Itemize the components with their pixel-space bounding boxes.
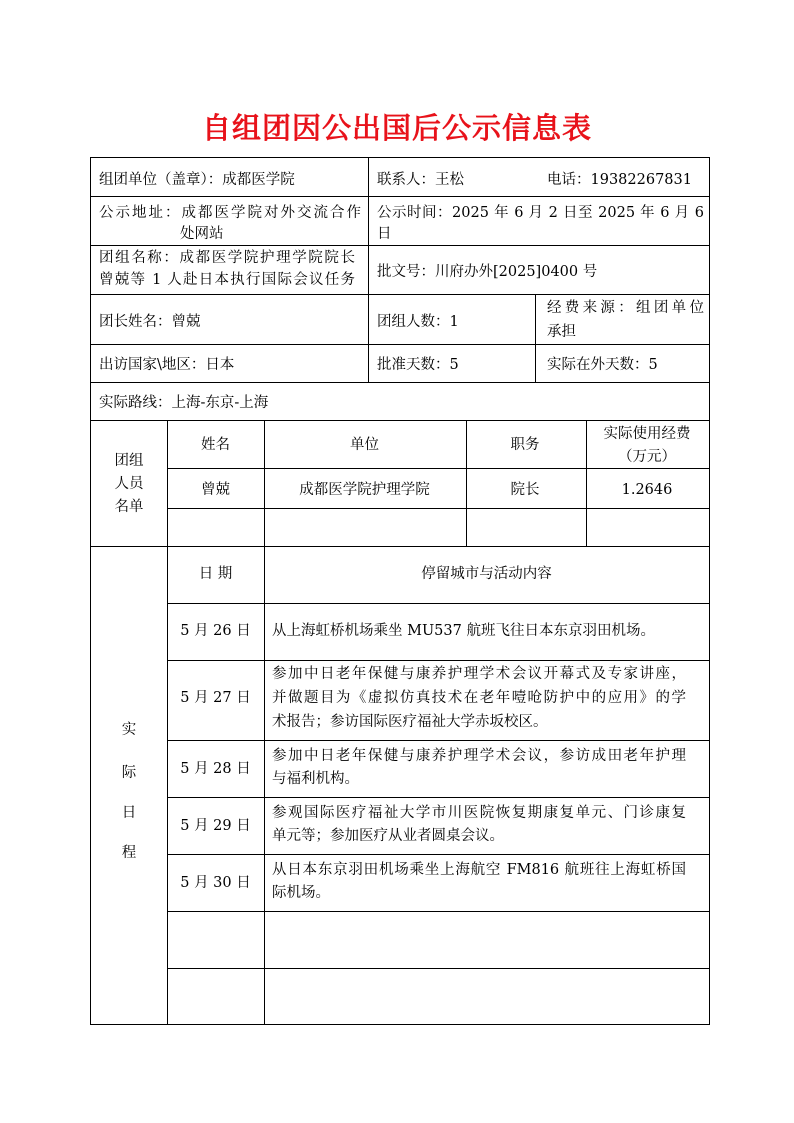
members-header-expense: 实际使用经费 — [603, 426, 691, 442]
schedule-date: 5 月 28 日 — [180, 761, 251, 777]
notice-period-line-1: 公示时间：2025 年 6 月 2 日至 2025 年 6 月 6 — [377, 205, 704, 221]
schedule-activity-line: 单元等；参加医疗从业者圆桌会议。 — [272, 828, 504, 844]
schedule-activity-line: 参加中日老年保健与康养护理学术会议，参访成田老年护理 — [272, 748, 686, 764]
schedule-date: 5 月 30 日 — [180, 875, 251, 891]
schedule-date: 5 月 26 日 — [180, 623, 251, 639]
actual-route: 实际路线：上海-东京-上海 — [99, 395, 269, 411]
schedule-activity-line: 参加中日老年保健与康养护理学术会议开幕式及专家讲座， — [272, 666, 686, 682]
approval-number: 批文号：川府办外[2025]0400 号 — [377, 264, 598, 280]
members-header-name: 姓名 — [201, 437, 230, 453]
approved-days: 批准天数：5 — [377, 357, 459, 373]
member-expense: 1.2646 — [621, 482, 673, 498]
actual-days: 实际在外天数：5 — [547, 357, 658, 373]
schedule-activity-line: 与福利机构。 — [272, 771, 359, 787]
organizing-unit: 组团单位（盖章）：成都医学院 — [99, 172, 295, 188]
schedule-activity-line: 从上海虹桥机场乘坐 MU537 航班飞往日本东京羽田机场。 — [272, 623, 655, 639]
notice-address-line-2: 处网站 — [180, 226, 224, 242]
schedule-header-date: 日 期 — [198, 566, 233, 582]
notice-period-line-2: 日 — [377, 226, 392, 242]
group-size: 团组人数：1 — [377, 314, 459, 330]
schedule-activity-line: 术报告；参访国际医疗福祉大学赤坂校区。 — [272, 714, 548, 730]
schedule-activity-line: 际机场。 — [272, 885, 330, 901]
schedule-date: 5 月 27 日 — [180, 690, 251, 706]
schedule-date: 5 月 29 日 — [180, 818, 251, 834]
schedule-activity-line: 从日本东京羽田机场乘坐上海航空 FM816 航班往上海虹桥国 — [272, 862, 686, 878]
members-label-1: 团组 — [114, 453, 144, 469]
group-name-line-2: 曾兢等 1 人赴日本执行国际会议任务 — [99, 272, 355, 288]
funding-source-line-2: 承担 — [547, 324, 576, 340]
members-header-unit: 单位 — [350, 437, 379, 453]
schedule-label-2: 际 — [121, 765, 137, 781]
schedule-label-4: 程 — [121, 845, 137, 861]
schedule-label-3: 日 — [121, 805, 137, 821]
page-title: 自组团因公出国后公示信息表 — [201, 111, 592, 145]
schedule-label-1: 实 — [121, 722, 137, 738]
member-name: 曾兢 — [201, 482, 230, 498]
funding-source-line-1: 经费来源：组团单位 — [547, 300, 704, 316]
contact-phone: 电话：19382267831 — [547, 172, 692, 188]
member-position: 院长 — [510, 482, 540, 498]
group-name-line-1: 团组名称：成都医学院护理学院院长 — [99, 250, 355, 266]
notice-address-line-1: 公示地址：成都医学院对外交流合作 — [99, 205, 361, 221]
member-unit: 成都医学院护理学院 — [299, 482, 430, 498]
members-header-expense-unit: （万元） — [618, 449, 676, 465]
schedule-activity-line: 参观国际医疗福祉大学市川医院恢复期康复单元、门诊康复 — [272, 805, 686, 821]
schedule-activity-line: 并做题目为《虚拟仿真技术在老年噎呛防护中的应用》的学 — [272, 690, 686, 706]
schedule-header-content: 停留城市与活动内容 — [421, 566, 552, 582]
destination: 出访国家\地区：日本 — [99, 357, 235, 373]
group-leader: 团长姓名：曾兢 — [99, 314, 201, 330]
members-label-3: 名单 — [114, 499, 144, 515]
members-header-position: 职务 — [510, 437, 540, 453]
members-label-2: 人员 — [114, 476, 144, 492]
contact-person: 联系人：王松 — [377, 172, 464, 188]
